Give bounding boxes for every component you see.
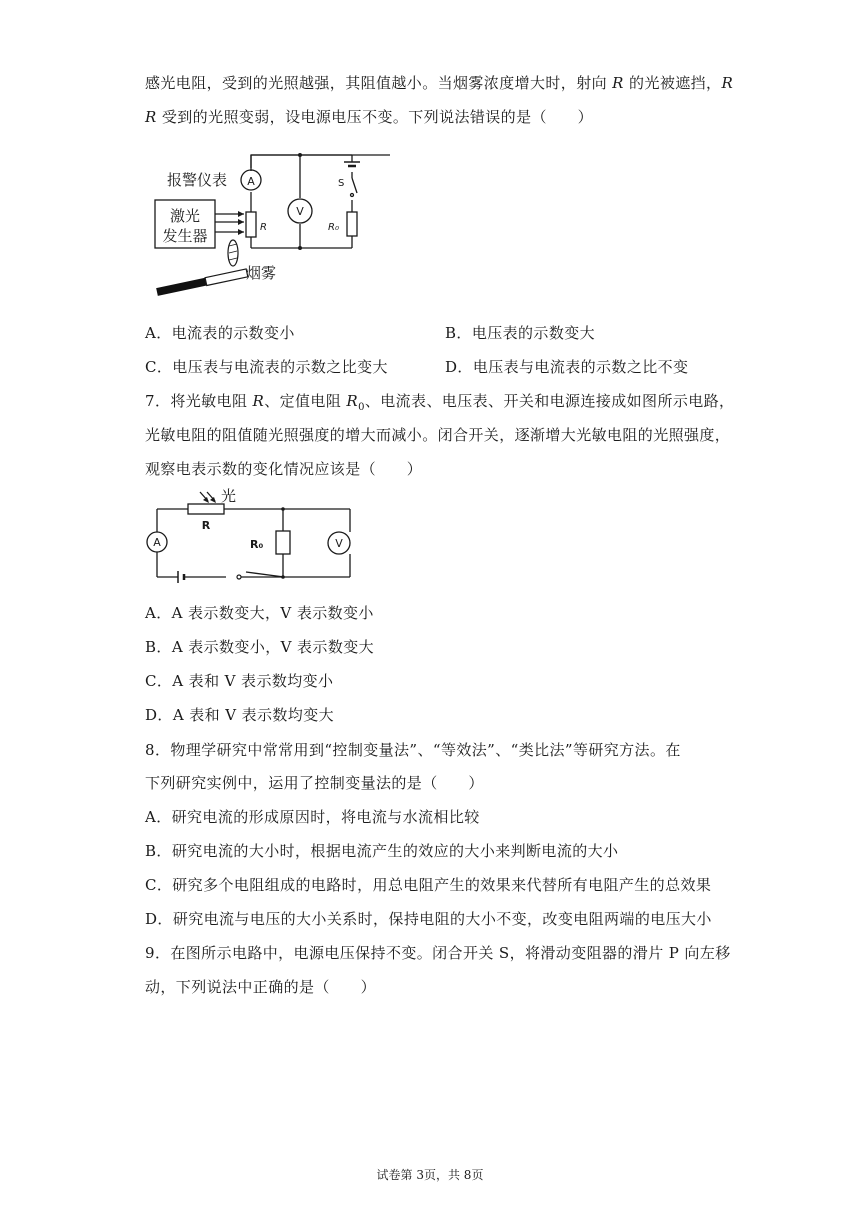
q6-option-c: C．电压表与电流表的示数之比变大 <box>145 358 388 376</box>
q9-text-line-1: 9．在图所示电路中，电源电压保持不变。闭合开关 S，将滑动变阻器的滑片 P 向左移 <box>145 944 731 962</box>
ammeter-label: A <box>153 536 161 549</box>
q6-text-line-1: 感光电阻，受到的光照越强，其阻值越小。当烟雾浓度增大时，射向 R 的光被遮挡，R <box>145 74 734 92</box>
q6-option-d: D．电压表与电流表的示数之比不变 <box>445 358 689 376</box>
laser-label-line-2: 发生器 <box>162 227 208 245</box>
photoresistor-label: R <box>201 519 211 532</box>
smoke-label: 烟雾 <box>246 264 277 282</box>
q7-text-line-1: 7．将光敏电阻 R、定值电阻 $R_0$、电流表、电压表、开关和电源连接成如图所示电路， <box>145 392 735 413</box>
q7-option-c: C．A 表和 V 表示数均变小 <box>145 672 334 690</box>
q8-option-c: C．研究多个电阻组成的电路时，用总电阻产生的效果来代替所有电阻产生的总效果 <box>145 876 712 894</box>
q7-option-b: B．A 表示数变小，V 表示数变大 <box>145 638 375 656</box>
alarm-meter-label: 报警仪表 <box>167 171 228 189</box>
q6-option-a: A．电流表的示数变小 <box>145 324 295 342</box>
q7-option-a: A．A 表示数变大，V 表示数变小 <box>145 604 374 622</box>
q8-option-a: A．研究电流的形成原因时，将电流与水流相比较 <box>145 808 480 826</box>
q6-option-b: B．电压表的示数变大 <box>445 324 596 342</box>
q7-text-line-2: 光敏电阻的阻值随光照强度的增大而减小。闭合开关，逐渐增大光敏电阻的光照强度， <box>145 426 731 444</box>
q8-text-line-2: 下列研究实例中，运用了控制变量法的是（ ） <box>145 774 484 792</box>
q8-text-line-1: 8．物理学研究中常常用到“控制变量法”、“等效法”、“类比法”等研究方法。在 <box>145 741 681 759</box>
cigarette <box>156 269 248 296</box>
fixed-resistor-label: R₀ <box>250 538 264 551</box>
photoresistor-symbol <box>188 504 224 514</box>
q7-option-d: D．A 表和 V 表示数均变大 <box>145 706 334 724</box>
q9-text-line-2: 动，下列说法中正确的是（ ） <box>145 978 377 996</box>
laser-label-line-1: 激光 <box>169 207 201 225</box>
q6-text-line-2: R 受到的光照变弱，设电源电压不变。下列说法错误的是（ ） <box>145 108 594 126</box>
resistor-r-label: R <box>260 222 267 233</box>
resistor-r-symbol <box>246 212 256 237</box>
fixed-resistor-symbol <box>276 531 290 554</box>
q8-option-b: B．研究电流的大小时，根据电流产生的效应的大小来判断电流的大小 <box>145 842 619 860</box>
switch-label: S <box>338 178 345 189</box>
voltmeter-label: V <box>296 205 304 218</box>
q7-text-line-3: 观察电表示数的变化情况应该是（ ） <box>145 460 423 478</box>
q8-option-d: D．研究电流与电压的大小关系时，保持电阻的大小不变，改变电阻两端的电压大小 <box>145 910 712 928</box>
light-label: 光 <box>221 488 237 505</box>
q6-circuit-diagram <box>140 140 390 300</box>
page-footer: 试卷第 3页，共 8页 <box>376 1168 484 1182</box>
q7-circuit-diagram <box>140 488 360 588</box>
ammeter-label: A <box>247 175 255 188</box>
resistor-r0-label: R₀ <box>328 222 339 233</box>
voltmeter-label: V <box>335 537 343 550</box>
resistor-r0-symbol <box>347 212 357 236</box>
